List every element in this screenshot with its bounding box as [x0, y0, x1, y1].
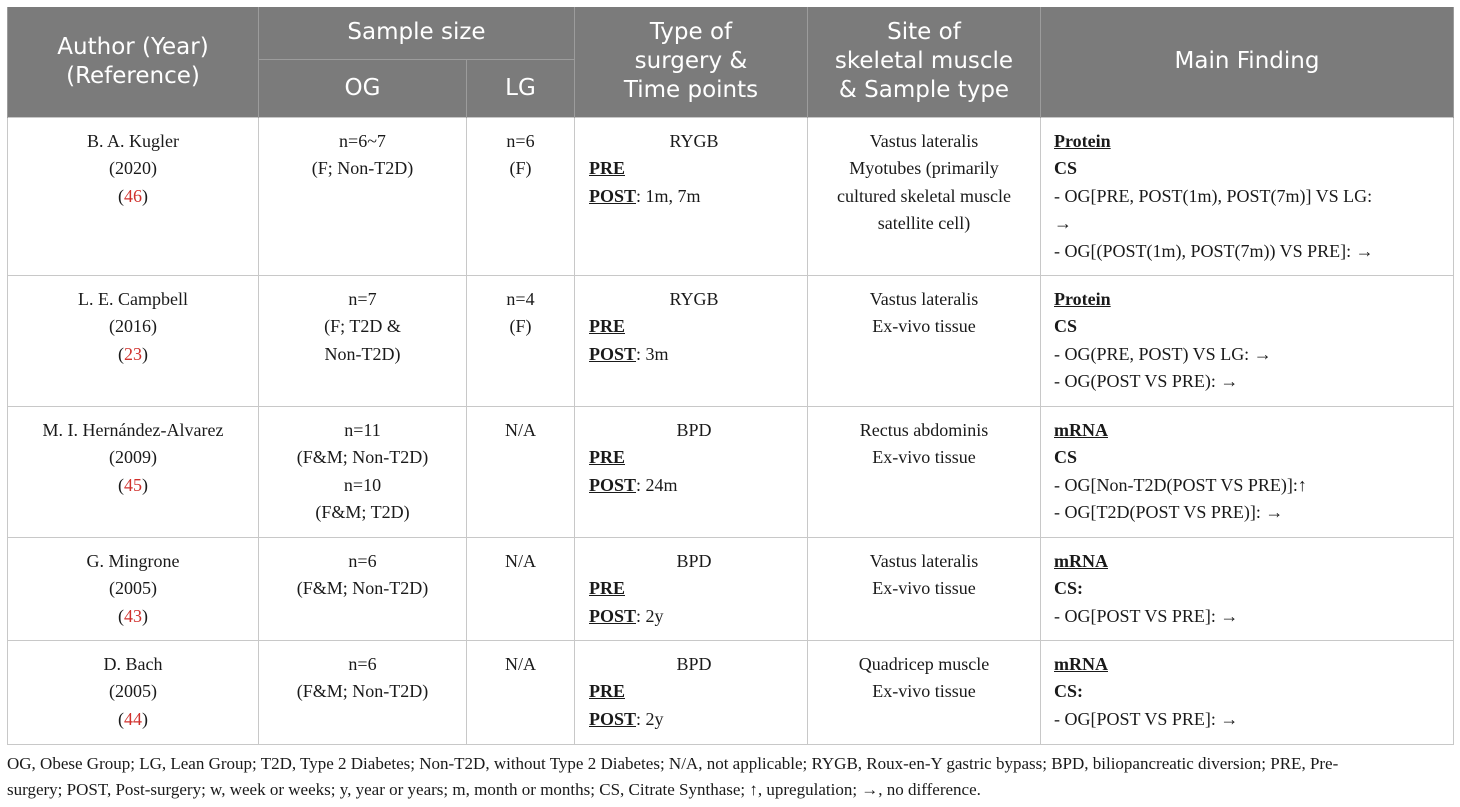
- author-year: (2020): [109, 158, 157, 178]
- cell-og-sample: [259, 640, 467, 744]
- og-sample-line: n=6~7: [339, 130, 386, 151]
- finding-type: mRNA: [1054, 419, 1108, 440]
- cell-surgery: [575, 406, 808, 537]
- cell-author: [8, 275, 259, 406]
- post-time-line: [589, 603, 799, 631]
- site-line: cultured skeletal muscle: [837, 185, 1011, 206]
- author-year: (2005): [109, 578, 157, 598]
- og-sample-line: (F&M; T2D): [315, 502, 410, 522]
- cell-author: [8, 537, 259, 640]
- post-time-line: [589, 341, 799, 369]
- study-table: [7, 7, 1454, 745]
- footnote-line-2: surgery; POST, Post-surgery; w, week or weeks; y, year or years; m, month or months; CS, Citrate Synthase; ↑, upregulation; →, no difference.: [7, 779, 981, 799]
- cell-finding: [1041, 275, 1454, 406]
- surgery-type: BPD: [676, 653, 712, 674]
- post-label: POST: [589, 343, 637, 364]
- finding-type: mRNA: [1054, 653, 1108, 674]
- site-line: Ex-vivo tissue: [872, 447, 976, 467]
- table-row: [8, 406, 1454, 537]
- cell-lg-sample: [467, 640, 575, 744]
- pre-label-line: [589, 678, 799, 706]
- finding-line: - OG[(POST(1m), POST(7m)) VS PRE]: →: [1054, 240, 1374, 261]
- og-sample-line: (F&M; Non-T2D): [296, 681, 429, 701]
- pre-label: PRE: [589, 158, 625, 178]
- og-sample-line: n=6: [348, 550, 377, 571]
- finding-marker: CS:: [1054, 578, 1084, 598]
- header-lg: LG: [467, 59, 575, 117]
- site-line: Myotubes (primarily: [849, 158, 999, 178]
- cell-og-sample: [259, 406, 467, 537]
- table-footnote: [7, 751, 1453, 803]
- cell-og-sample: [259, 537, 467, 640]
- finding-marker: CS: [1054, 447, 1078, 467]
- cell-site: [808, 537, 1041, 640]
- site-line: Vastus lateralis: [869, 288, 979, 309]
- pre-label: PRE: [589, 316, 625, 336]
- og-sample-line: n=11: [344, 419, 381, 440]
- pre-label: PRE: [589, 447, 625, 467]
- finding-line: →: [1054, 213, 1072, 233]
- author-year: (2005): [109, 681, 157, 701]
- finding-line: - OG[PRE, POST(1m), POST(7m)] VS LG:: [1054, 185, 1373, 206]
- finding-line: - OG[Non-T2D(POST VS PRE)]:↑: [1054, 474, 1307, 495]
- header-author: [8, 7, 259, 117]
- post-time-line: [589, 183, 799, 211]
- table-container: [7, 7, 1453, 803]
- header-og: OG: [259, 59, 467, 117]
- pre-label-line: [589, 444, 799, 472]
- author-name: D. Bach: [103, 653, 163, 674]
- author-year: (2009): [109, 447, 157, 467]
- og-sample-line: (F; T2D &: [324, 316, 401, 336]
- og-sample-line: (F&M; Non-T2D): [296, 447, 429, 467]
- og-sample-line: n=6: [348, 653, 377, 674]
- header-site-l1: Site of: [887, 19, 961, 46]
- reference-link[interactable]: 43: [124, 605, 142, 626]
- lg-sample-line: (F): [509, 158, 532, 178]
- pre-label: PRE: [589, 681, 625, 701]
- cell-og-sample: [259, 117, 467, 275]
- cell-lg-sample: [467, 537, 575, 640]
- post-time: : 2y: [636, 605, 664, 626]
- cell-surgery: [575, 537, 808, 640]
- surgery-type: RYGB: [669, 130, 719, 151]
- og-sample-line: n=10: [343, 474, 382, 495]
- site-line: Rectus abdominis: [859, 419, 989, 440]
- post-label: POST: [589, 474, 637, 495]
- site-line: Vastus lateralis: [869, 130, 979, 151]
- post-time-line: [589, 472, 799, 500]
- site-line: Ex-vivo tissue: [872, 681, 976, 701]
- lg-sample-line: (F): [509, 316, 532, 336]
- cell-author: [8, 117, 259, 275]
- header-author-ref: (Reference): [66, 62, 200, 89]
- og-sample-line: (F&M; Non-T2D): [296, 578, 429, 598]
- finding-marker: CS: [1054, 158, 1078, 178]
- author-reference: (46): [118, 185, 148, 206]
- site-line: Ex-vivo tissue: [872, 316, 976, 336]
- table-row: [8, 275, 1454, 406]
- footnote-line-1: OG, Obese Group; LG, Lean Group; T2D, Type 2 Diabetes; Non-T2D, without Type 2 Diabetes; N/A, not applicable; RYGB, Roux-en-Y gastric bypass; BPD, biliopancreatic diversion; PRE, Pre-: [7, 753, 1339, 773]
- surgery-type: RYGB: [669, 288, 719, 309]
- post-time: : 2y: [636, 708, 664, 729]
- cell-surgery: [575, 117, 808, 275]
- finding-line: - OG[POST VS PRE]: →: [1054, 708, 1239, 729]
- reference-link[interactable]: 45: [124, 474, 142, 495]
- header-site: [808, 7, 1041, 117]
- lg-sample-line: N/A: [505, 653, 536, 674]
- header-site-l3: & Sample type: [838, 77, 1010, 104]
- header-sample-size: Sample size: [259, 7, 575, 59]
- surgery-type: BPD: [676, 550, 712, 571]
- reference-link[interactable]: 44: [124, 708, 142, 729]
- author-name: L. E. Campbell: [78, 288, 188, 309]
- author-reference: (23): [118, 343, 148, 364]
- cell-site: [808, 640, 1041, 744]
- pre-label-line: [589, 575, 799, 603]
- post-label: POST: [589, 185, 637, 206]
- post-time: : 24m: [636, 474, 678, 495]
- surgery-type: BPD: [676, 419, 712, 440]
- header-surgery-l2: surgery &: [634, 48, 748, 75]
- author-name: M. I. Hernández-Alvarez: [42, 419, 224, 440]
- site-line: satellite cell): [877, 213, 971, 233]
- cell-finding: [1041, 117, 1454, 275]
- cell-surgery: [575, 275, 808, 406]
- header-site-l2: skeletal muscle: [834, 48, 1014, 75]
- cell-lg-sample: [467, 275, 575, 406]
- site-line: Vastus lateralis: [869, 550, 979, 571]
- post-label: POST: [589, 605, 637, 626]
- author-name: B. A. Kugler: [87, 130, 179, 151]
- cell-author: [8, 640, 259, 744]
- reference-link[interactable]: 46: [124, 185, 142, 206]
- lg-sample-line: n=4: [506, 288, 535, 309]
- lg-sample-line: n=6: [506, 130, 535, 151]
- header-surgery-l1: Type of: [649, 19, 733, 46]
- reference-link[interactable]: 23: [124, 343, 142, 364]
- author-name: G. Mingrone: [86, 550, 180, 571]
- finding-line: - OG(POST VS PRE): →: [1054, 371, 1239, 391]
- cell-lg-sample: [467, 117, 575, 275]
- cell-site: [808, 275, 1041, 406]
- cell-finding: [1041, 640, 1454, 744]
- finding-type: Protein: [1054, 288, 1111, 309]
- pre-label-line: [589, 313, 799, 341]
- cell-site: [808, 406, 1041, 537]
- lg-sample-line: N/A: [505, 550, 536, 571]
- header-author-label: Author (Year): [57, 33, 209, 60]
- post-time: : 1m, 7m: [636, 185, 701, 206]
- post-time: : 3m: [636, 343, 669, 364]
- finding-type: Protein: [1054, 130, 1111, 151]
- pre-label-line: [589, 155, 799, 183]
- finding-type: mRNA: [1054, 550, 1108, 571]
- cell-author: [8, 406, 259, 537]
- cell-site: [808, 117, 1041, 275]
- author-reference: (44): [118, 708, 148, 729]
- og-sample-line: Non-T2D): [324, 343, 401, 364]
- author-year: (2016): [109, 316, 157, 336]
- post-time-line: [589, 706, 799, 734]
- finding-marker: CS:: [1054, 681, 1084, 701]
- header-surgery: [575, 7, 808, 117]
- cell-finding: [1041, 537, 1454, 640]
- finding-line: - OG[POST VS PRE]: →: [1054, 605, 1239, 626]
- cell-finding: [1041, 406, 1454, 537]
- table-row: [8, 640, 1454, 744]
- author-reference: (45): [118, 474, 148, 495]
- author-reference: (43): [118, 605, 148, 626]
- finding-line: - OG(PRE, POST) VS LG: →: [1054, 343, 1272, 364]
- cell-lg-sample: [467, 406, 575, 537]
- finding-marker: CS: [1054, 316, 1078, 336]
- table-row: [8, 117, 1454, 275]
- header-surgery-l3: Time points: [623, 77, 759, 104]
- lg-sample-line: N/A: [505, 419, 536, 440]
- og-sample-line: (F; Non-T2D): [311, 158, 414, 178]
- cell-og-sample: [259, 275, 467, 406]
- site-line: Quadricep muscle: [858, 653, 990, 674]
- finding-line: - OG[T2D(POST VS PRE)]: →: [1054, 502, 1284, 522]
- cell-surgery: [575, 640, 808, 744]
- header-finding: Main Finding: [1041, 7, 1454, 117]
- post-label: POST: [589, 708, 637, 729]
- pre-label: PRE: [589, 578, 625, 598]
- site-line: Ex-vivo tissue: [872, 578, 976, 598]
- og-sample-line: n=7: [348, 288, 377, 309]
- table-row: [8, 537, 1454, 640]
